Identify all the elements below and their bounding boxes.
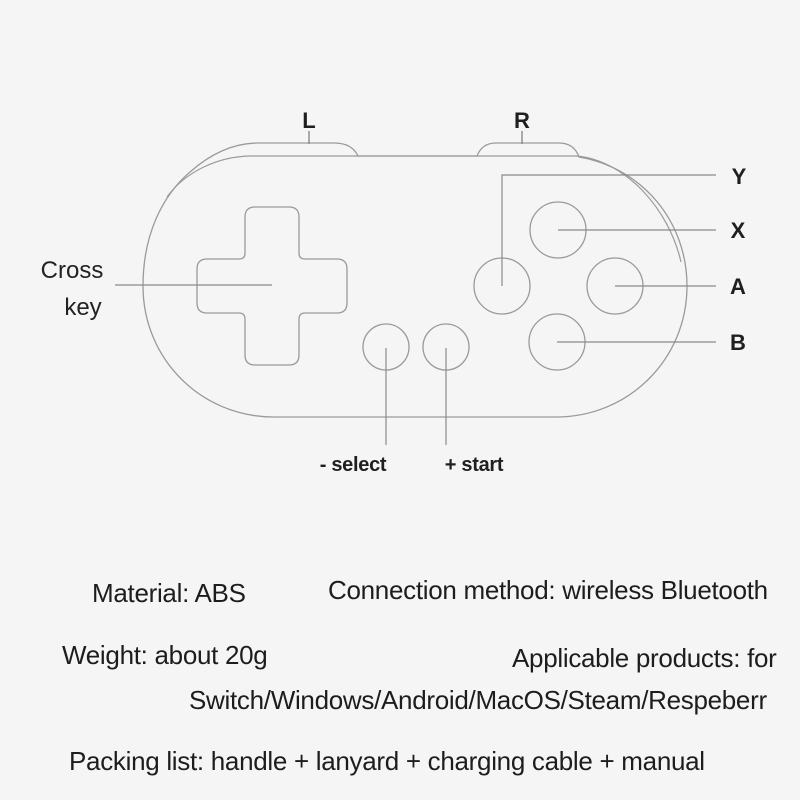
dpad-outline	[197, 207, 347, 365]
label-cross-key-line1: Cross	[40, 257, 104, 284]
spec-weight: Weight: about 20g	[62, 640, 268, 670]
body-outline	[143, 143, 687, 417]
spec-applicable-line2: Switch/Windows/Android/MacOS/Steam/Respeberr	[189, 685, 767, 715]
spec-packing-list: Packing list: handle + lanyard + charging cable + manual	[69, 746, 705, 776]
label-cross-key-line2: key	[64, 294, 102, 321]
label-button-a: A	[730, 274, 746, 299]
label-shoulder-r: R	[514, 108, 530, 133]
label-button-x: X	[730, 218, 746, 243]
spec-connection: Connection method: wireless Bluetooth	[328, 575, 768, 605]
spec-applicable-line1: Applicable products: for	[512, 643, 777, 673]
label-start-button: + start	[444, 454, 504, 476]
body-seam-line	[167, 156, 681, 262]
label-button-b: B	[730, 330, 746, 355]
spec-material: Material: ABS	[92, 578, 246, 608]
label-select-button: - select	[319, 454, 387, 476]
label-button-y: Y	[731, 164, 747, 189]
label-shoulder-l: L	[302, 108, 316, 133]
